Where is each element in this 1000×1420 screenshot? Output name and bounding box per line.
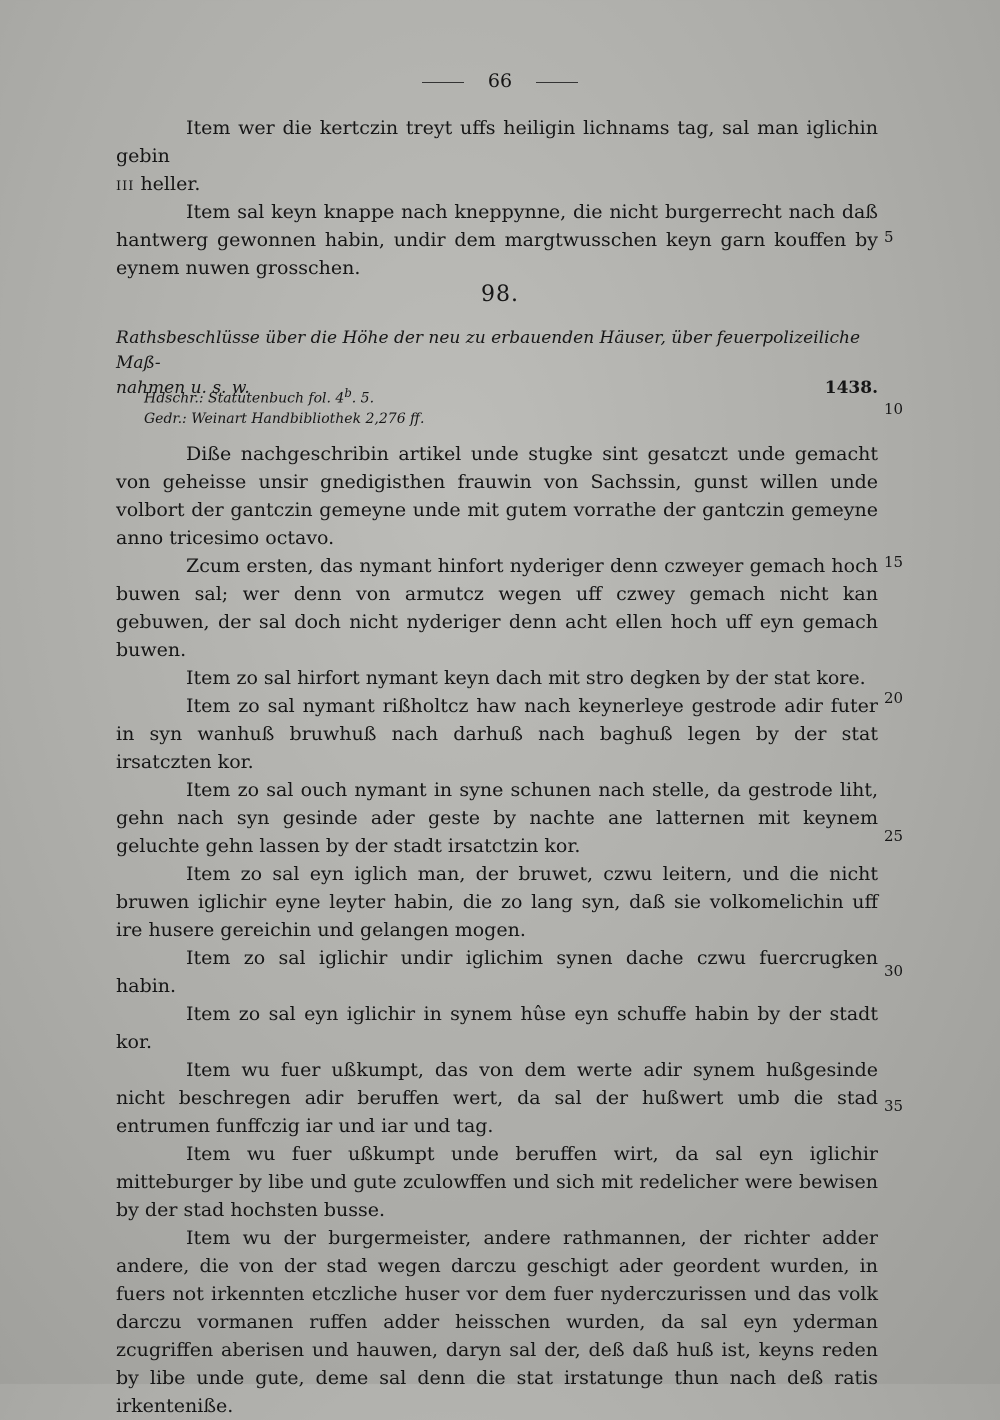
line-number: 10 [884, 400, 904, 418]
header-rule-left [422, 82, 464, 83]
source-references [144, 383, 424, 429]
body-paragraph: Item zo sal eyn iglich man, der bruwet, czwu leitern, und die nicht bruwen iglichir eyne leyter habin, die zo lang syn, daß sie volkomelichin uff ire husere gereichin und gelangen mogen. [116, 863, 878, 941]
body-paragraph: Item wu fuer ußkumpt unde beruffen wirt, da sal eyn iglichir mitteburger by libe und gute zculowffen und sich mit redelicher were bewisen by der stad hochsten busse. [116, 1143, 878, 1221]
body-paragraph: Item zo sal iglichir undir iglichim synen dache czwu fuercrugken habin. [116, 947, 878, 997]
paragraph-top-1: Item wer die kertczin treyt uffs heiligin lichnams tag, sal man iglichin gebin iii heller. [116, 117, 878, 195]
document-number: 98. [481, 282, 519, 307]
body-paragraph: Item zo sal nymant rißholtcz haw nach keynerleye gestrode adir futer in syn wanhuß bruwhuß nach darhuß nach baghuß legen by der stat irsatczten kor. [116, 695, 878, 773]
source-print: Gedr.: Weinart Handbibliothek 2,276 ff. [144, 410, 425, 427]
body-paragraph: Diße nachgeschribin artikel unde stugke sint gesatczt unde gemacht von geheisse unsir gnedigisthen frauwin von Sachssin, gunst willen unde volbort der gantczin gemeyne unde mit gutem vorrathe der gantczin gemeyne anno tricesimo octavo. [116, 443, 878, 549]
body-paragraph: Item zo sal ouch nymant in syne schunen nach stelle, da gestrode liht, gehn nach syn gesinde ader geste by nachte ane latternen mit keynem geluchte gehn lassen by der stadt irsatctzin kor. [116, 779, 878, 857]
page-number: 66 [487, 70, 513, 92]
main-body [116, 440, 878, 1420]
top-block [116, 114, 878, 282]
line-number: 20 [884, 689, 904, 707]
source-manuscript: Hdschr.: Statutenbuch fol. 4$^b$. 5. [144, 386, 375, 407]
header-rule-right [536, 82, 578, 83]
body-paragraph: Item zo sal hirfort nymant keyn dach mit stro degken by der stat kore. [186, 667, 866, 689]
line-number: 5 [884, 228, 894, 246]
page-header [0, 70, 1000, 92]
roman-numeral: iii [116, 173, 135, 195]
line-number: 30 [884, 962, 904, 980]
body-paragraph: Item zo sal eyn iglichir in synem hûse eyn schuffe habin by der stadt kor. [116, 1003, 878, 1053]
line-number: 15 [884, 553, 904, 571]
body-paragraph: Zcum ersten, das nymant hinfort nyderiger denn czweyer gemach hoch buwen sal; wer denn von armutcz wegen uff czwey gemach nicht kan gebuwen, der sal doch nicht nyderiger denn acht ellen hoch uff eyn gemach buwen. [116, 555, 878, 661]
heading-year: 1438. [824, 378, 878, 398]
heading-line-2: nahmen u. s. w. [116, 378, 250, 398]
body-paragraph: Item wu fuer ußkumpt, das von dem werte adir synem hußgesinde nicht beschregen adir beruffen wert, da sal der hußwert umb die stad entrumen funffczig iar und iar und tag. [116, 1059, 878, 1137]
heading-line-1: Rathsbeschlüsse über die Höhe der neu zu erbauenden Häuser, über feuerpolizeiliche Maß- [116, 328, 861, 373]
paragraph-top-2: Item sal keyn knappe nach kneppynne, die nicht burgerrecht nach daß hantwerg gewonnen habin, undir dem margtwusschen keyn garn kouffen by eynem nuwen grosschen. [116, 201, 878, 279]
line-number: 25 [884, 827, 904, 845]
line-number: 35 [884, 1097, 904, 1115]
body-paragraph: Item wu der burgermeister, andere rathmannen, der richter adder andere, die von der stad wegen darczu geschigt ader geordent wurden, in fuers not irkennten etczliche huser vor dem fuer nyderczurissen und das volk darczu vormanen ruffen adder heisschen wurden, da sal eyn yderman zcugriffen aberisen und hauwen, daryn sal der, deß daß huß ist, keyns reden by libe unde gute, deme sal denn die stat irstatunge thun nach deß ratis irkenteniße. [116, 1227, 878, 1417]
